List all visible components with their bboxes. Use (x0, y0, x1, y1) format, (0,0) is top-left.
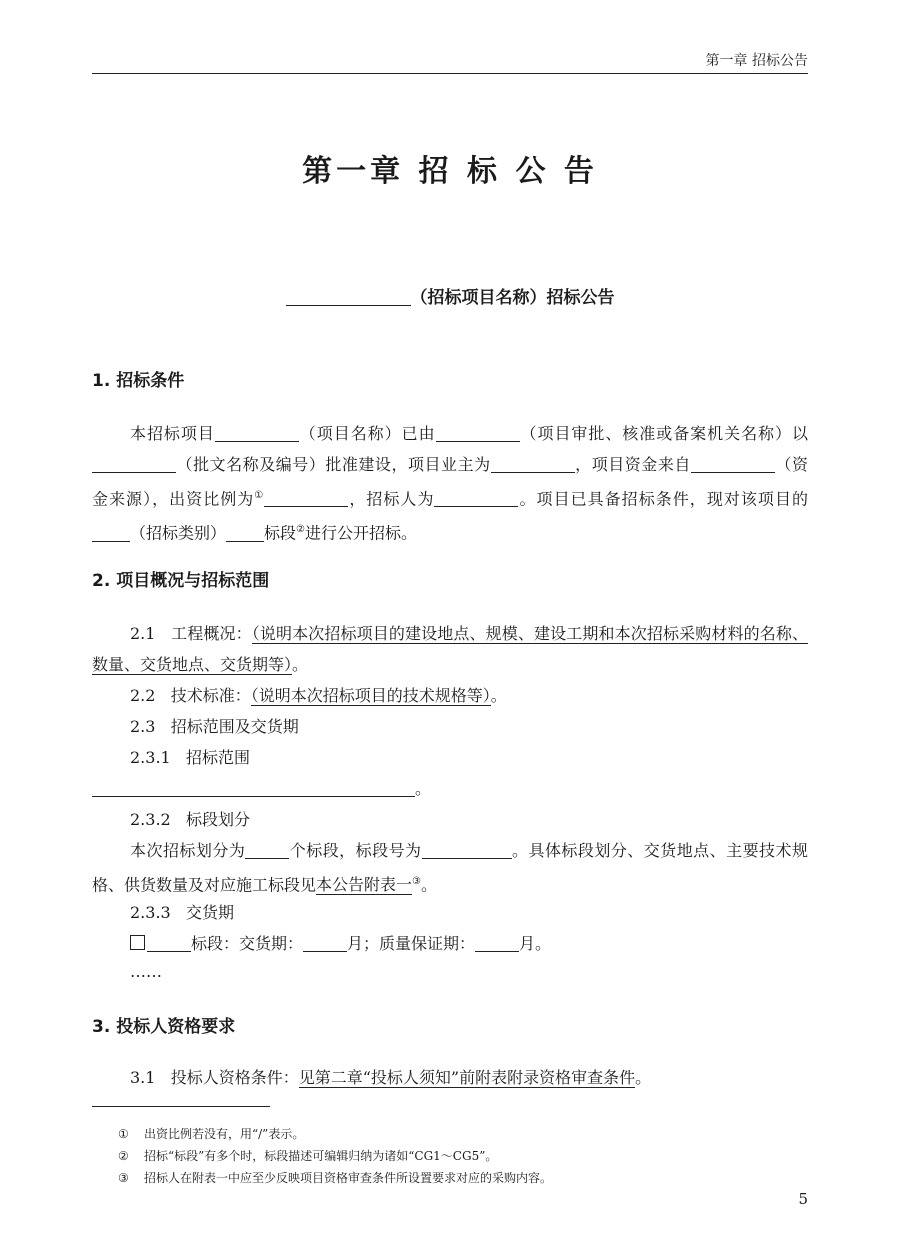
scope-blank-line: 。 (92, 773, 808, 804)
item-3-1: 3.1 投标人资格条件：见第二章“投标人须知”前附表附录资格审查条件。 (130, 1068, 652, 1087)
section-heading-1: 1. 招标条件 (92, 371, 185, 391)
chapter-title: 第一章 招 标 公 告 (302, 154, 598, 189)
checkbox-icon (130, 935, 145, 950)
running-header: 第一章 招标公告 (705, 53, 808, 69)
section-heading-3: 3. 投标人资格要求 (92, 1017, 236, 1037)
item-2-3: 2.3 招标范围及交货期 (130, 717, 299, 736)
footnote-3: ③ 招标人在附表一中应至少反映项目资格审查条件所设置要求对应的采购内容。 (118, 1171, 553, 1185)
lot-division-paragraph: 本次招标划分为 个标段，标段号为 。具体标段划分、交货地点、主要技术规格、供货数量及对应施工标段见本公告附表一③。 (92, 841, 808, 895)
item-2-1: 2.1 工程概况：（说明本次招标项目的建设地点、规模、建设工期和本次招标采购材料的名称、数量、交货地点、交货期等）。 (92, 624, 808, 674)
section-heading-2: 2. 项目概况与招标范围 (92, 571, 270, 591)
notice-title-text: （招标项目名称）招标公告 (410, 288, 615, 308)
footnote-1: ① 出资比例若没有，用“/”表示。 (118, 1127, 305, 1141)
header-rule (92, 73, 808, 74)
item-2-3-3: 2.3.3 交货期 (130, 903, 234, 922)
section-1-paragraph: 本招标项目 （项目名称）已由 （项目审批、核准或备案机关名称）以（批文名称及编号）批准建设，项目业主为 ，项目资金来自 （资金来源），出资比例为① ，招标人为 。项目已具备招标条件，现对该项目的（招标类别） 标段②进行公开招标。 (92, 424, 808, 543)
page-number: 5 (798, 1190, 808, 1208)
item-2-3-2: 2.3.2 标段划分 (130, 810, 250, 829)
item-2-2: 2.2 技术标准：（说明本次招标项目的技术规格等）。 (130, 686, 507, 705)
ellipsis: …… (130, 962, 162, 981)
notice-title (0, 283, 900, 308)
footnote-rule (92, 1106, 270, 1107)
delivery-line: 标段：交货期： 月；质量保证期： 月。 (92, 928, 808, 959)
project-name-blank (286, 287, 411, 306)
item-2-3-1: 2.3.1 招标范围 (130, 748, 250, 767)
footnote-2: ② 招标“标段”有多个时，标段描述可编辑归纳为诸如“CG1～CG5”。 (118, 1149, 498, 1163)
